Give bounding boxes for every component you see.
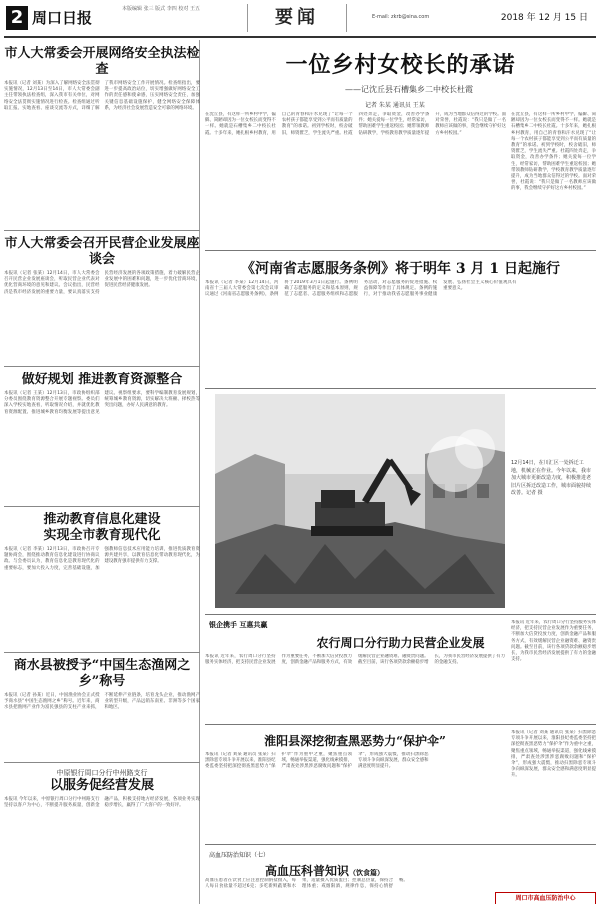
article-body: 本报讯（记者 王某）12月13日，市政协组织部分委员围绕教育资源整合开展专题视察。委员们深入学校实地查看，听取情况介绍，并就优化教育资源配置、推进城乡教育均衡发展等提出意见建议。视察组要求，要科学编制教育发展规划，统筹城乡教育资源，切实解决大班额、择校热等突出问题，办好人民满意的教育。 (4, 391, 200, 415)
divider (4, 506, 200, 507)
headline: 市人大常委会开展网络安全执法检查 (4, 46, 200, 77)
credit-body-continued: 本报讯 近年来，农行周口分行坚持服务实体经济，把支持民营企业发展作为重要任务，不断加大信贷投放力度，创新金融产品和服务方式，有效缓解民营企业融资难、融资贵问题。截至目前，该行各项贷款余额稳步增长，为我市民营经济发展提供了有力的金融支持。 (511, 620, 596, 663)
headline: 市人大常委会召开民营企业发展座谈会 (4, 236, 200, 267)
health-title-main: 高血压科普知识 (265, 864, 350, 878)
health-column (205, 848, 596, 904)
section-title: 要闻 (247, 4, 347, 32)
kicker: 中原银行周口分行中州路支行 (56, 769, 148, 777)
article-education-it (4, 512, 200, 648)
page-number: 2 (6, 6, 28, 30)
demolition-photo (215, 394, 505, 608)
headline: 商水县被授予“中国生态渔网之乡”称号 (13, 658, 191, 689)
issue-date: 2018 年 12 月 15 日 (500, 13, 588, 23)
divider (4, 366, 200, 367)
feature-byline: 记者 朱某 通讯员 王某 (365, 102, 425, 109)
article-body: 本报讯（记者 李某）12月13日，市政协召开专题协商会，围绕推动教育信息化建设进行协商议政。与会委员认为，教育信息化是教育现代化的重要标志，要加大投入力度，完善基础设施，加强教师信息技术应用能力培训，推进优质教育资源共建共享，以教育信息化带动教育现代化，为建设教育强市提供有力支撑。 (4, 547, 200, 571)
article-body: 本报讯（记者 孙某）近日，中国渔业协会正式授予商水县“中国生态渔网之乡”称号。近年来，商水县把渔网产业作为富民强县的支柱产业来抓，不断延伸产业链条，培育龙头企业，推动渔网产业转型升级，产品远销东南亚、非洲等多个国家和地区。 (4, 693, 200, 711)
headline: 推动教育信息化建设 实现全市教育现代化 (43, 512, 161, 543)
divider (205, 388, 596, 389)
credit-kicker: 银企携手 互惠共赢 (209, 621, 268, 629)
right-area (205, 40, 596, 904)
article-bank-service (4, 768, 200, 902)
divider (205, 724, 596, 725)
health-kicker: 高血压防治知识（七） (209, 852, 270, 859)
feature-body: 在沈丘县，有这样一所乡村中学，偏僻、简陋却因为一位女校长而变得不一样。她就是石槽集乡二中校长杜霞。十多年来，她扎根乡村教育，用自己的青春和汗水兑现了“让每一个农村孩子都能享受到公平而有质量的教育”的承诺。初到学校时，校舍破旧，师资匮乏，学生流失严重。杜霞四处奔走，争取资金，改善办学条件；她关爱每一位学生，经常家访，帮助困难学生重返校园；她带领教师钻研教学，学校教育教学质量逐年提升，成为当地群众信得过的学校。面对荣誉，杜霞说：“我只是做了一名教师应该做的事，我会继续守护好这方乡村校园。” (205, 112, 506, 136)
left-column (4, 40, 200, 904)
county-headline: 淮阳县深挖彻查黑恶势力“保护伞” (264, 734, 446, 748)
article-body: 本报讯（记者 刘某）为深入了解网络安全法贯彻实施情况，12月13日至14日，市人大常委会副主任带领执法检查组，深入我市有关单位，对网络安全法贯彻实施情况进行检查。检查组通过听取汇报、实地查看、座谈交流等方式，详细了解了我市网络安全工作开展情况。检查组指出，要进一步提高政治站位，切实增强做好网络安全工作的责任感和使命感，压实网络安全责任，加强关键信息基础设施保护，健全网络安全保障体系，为经济社会发展营造安全可靠的网络环境。 (4, 81, 200, 111)
article-education-plan (4, 372, 200, 504)
headline: 做好规划 推进教育资源整合 (21, 372, 183, 387)
divider (4, 762, 200, 763)
masthead-divider (4, 36, 596, 38)
masthead (0, 0, 600, 40)
article-network-security (4, 46, 200, 228)
paper-logo: 周口日报 (32, 9, 93, 27)
sponsor-logo: 周口市高血压防治中心 (495, 892, 596, 904)
headline: 以服务促经营发展 (49, 778, 154, 793)
excavator-image (215, 394, 505, 608)
article-body: 本报讯 今年以来，中原银行周口分行中州路支行坚持以客户为中心，不断提升服务质量，创新金融产品，积极支持地方经济发展，各项业务实现稳步增长，赢得了广大客户的一致好评。 (4, 797, 200, 809)
divider (205, 250, 596, 251)
editors-credit: 本版编辑 张三 版式 李四 校对 王五 (122, 6, 200, 12)
health-title-note: （饮食篇） (349, 868, 385, 877)
divider (205, 614, 596, 615)
article-fishing-net (4, 658, 200, 758)
contact-email: E-mail: zkrb@sina.com (372, 14, 430, 20)
credit-headline: 农行周口分行助力民营企业发展 (316, 636, 485, 650)
divider (4, 652, 200, 653)
credit-body: 本报讯 近年来，农行周口分行坚持服务实体经济，把支持民营企业发展作为重要任务，不断加大信贷投放力度，创新金融产品和服务方式，有效缓解民营企业融资难、融资贵问题。截至目前，该行各项贷款余额稳步增长，为我市民营经济发展提供了有力的金融支持。 (205, 654, 505, 666)
article-body: 本报讯（记者 张某）12月14日，市人大常委会召开民营企业发展座谈会，听取民营企业代表对优化营商环境的意见和建议。会议指出，民营经济是我市经济发展的重要力量，要认真落实支持民营经济发展的各项政策措施，着力破解民营企业发展中的困难和问题，进一步优化营商环境，促进民营经济健康发展。 (4, 271, 200, 295)
article-private-enterprise (4, 236, 200, 364)
county-body: 本报讯（记者 刘某 通讯员 张某）扫黑除恶专项斗争开展以来，淮阳县纪委监委坚持把深挖彻查黑恶势力“保护伞”作为重中之重，聚焦重点领域，畅通举报渠道，强化线索摸排，严肃查处涉黑涉恶腐败问题和“保护伞”，形成强大震慑，推动扫黑除恶专项斗争向纵深发展，群众安全感和满意度明显提升。 (205, 752, 429, 770)
divider (205, 844, 596, 845)
health-body: 高血压患者在饮食上应注意控制钠盐摄入，每人每日食盐量不超过6克；多吃新鲜蔬菜和水果，适量摄入优质蛋白；控制总热量，保持合理体重；戒烟限酒，规律作息，保持心情舒畅。 (205, 878, 408, 890)
feature-body-continued: 在沈丘县，有这样一所乡村中学，偏僻、简陋却因为一位女校长而变得不一样。她就是石槽集乡二中校长杜霞。十多年来，她扎根乡村教育，用自己的青春和汗水兑现了“让每一个农村孩子都能享受到公平而有质量的教育”的承诺。初到学校时，校舍破旧，师资匮乏，学生流失严重。杜霞四处奔走，争取资金，改善办学条件；她关爱每一位学生，经常家访，帮助困难学生重返校园；她带领教师钻研教学，学校教育教学质量逐年提升，成为当地群众信得过的学校。面对荣誉，杜霞说：“我只是做了一名教师应该做的事，我会继续守护好这方乡村校园。” (511, 112, 596, 192)
divider (4, 230, 200, 231)
feature-subtitle: ——记沈丘县石槽集乡二中校长杜霞 (345, 85, 473, 94)
health-headline (265, 862, 384, 879)
county-body-continued: 本报讯（记者 刘某 通讯员 张某）扫黑除恶专项斗争开展以来，淮阳县纪委监委坚持把深挖彻查黑恶势力“保护伞”作为重中之重，聚焦重点领域，畅通举报渠道，强化线索摸排，严肃查处涉黑涉恶腐败问题和“保护伞”，形成强大震慑，推动扫黑除恶专项斗争向纵深发展，群众安全感和满意度明显提升。 (511, 730, 596, 779)
regulation-headline: 《河南省志愿服务条例》将于明年 3 月 1 日起施行 (241, 261, 560, 277)
regulation-body: 本报讯（记者 李某）12月14日，河南省十三届人大常委会第七次会议审议通过《河南省志愿服务条例》，条例将于2019年3月1日起施行。条例明确了志愿服务的定义和基本原则，规范了志愿者、志愿服务组织和志愿服务活动，对志愿服务的促进措施、权益保障等作出了具体规定。条例的施行，对于推动我省志愿服务事业健康发展、弘扬社会主义核心价值观具有重要意义。 (205, 280, 517, 298)
feature-headline: 一位乡村女校长的承诺 (285, 52, 516, 78)
photo-caption: 12月14日，在川汇区一处拆迁工地，机械正在作业。今年以来，我市加大城市更新改造力度，积极推进老旧片区拆迁改造工作，城市面貌持续改善。记者 摄 (511, 460, 592, 496)
